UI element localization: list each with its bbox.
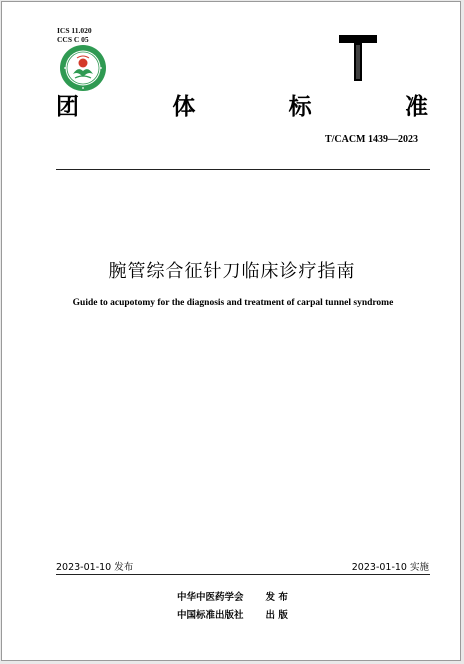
- issue-date: 2023-01-10 发布: [56, 562, 134, 573]
- association-logo: [59, 44, 107, 92]
- publisher-action: 出 版: [265, 610, 288, 621]
- ccs-code: CCS C 05: [57, 35, 89, 44]
- type-char-4: 准: [404, 93, 428, 120]
- publisher-line: [177, 589, 288, 603]
- document-title-chinese: 腕管综合征针刀临床诊疗指南: [108, 261, 356, 282]
- type-char-3: 标: [288, 93, 312, 120]
- type-char-2: 体: [172, 93, 196, 120]
- standard-type-mark: [338, 34, 378, 82]
- footer-divider: [56, 574, 430, 575]
- type-char-1: 团: [56, 93, 79, 120]
- implementation-date: 2023-01-10 实施: [351, 562, 429, 573]
- document-title-english: Guide to acupotomy for the diagnosis and treatment of carpal tunnel syndrome: [72, 298, 394, 308]
- classification-codes: [57, 26, 92, 44]
- document-page: [1, 1, 461, 661]
- publisher-line: [177, 607, 288, 621]
- publisher-action: 发 布: [265, 592, 288, 603]
- standard-type-title: [56, 87, 428, 121]
- standard-number: T/CACM 1439—2023: [324, 134, 418, 145]
- header-divider: [56, 169, 430, 170]
- publisher-name: 中国标准出版社: [177, 610, 244, 621]
- ics-code: ICS 11.020: [57, 26, 92, 35]
- publisher-name: 中华中医药学会: [177, 592, 244, 603]
